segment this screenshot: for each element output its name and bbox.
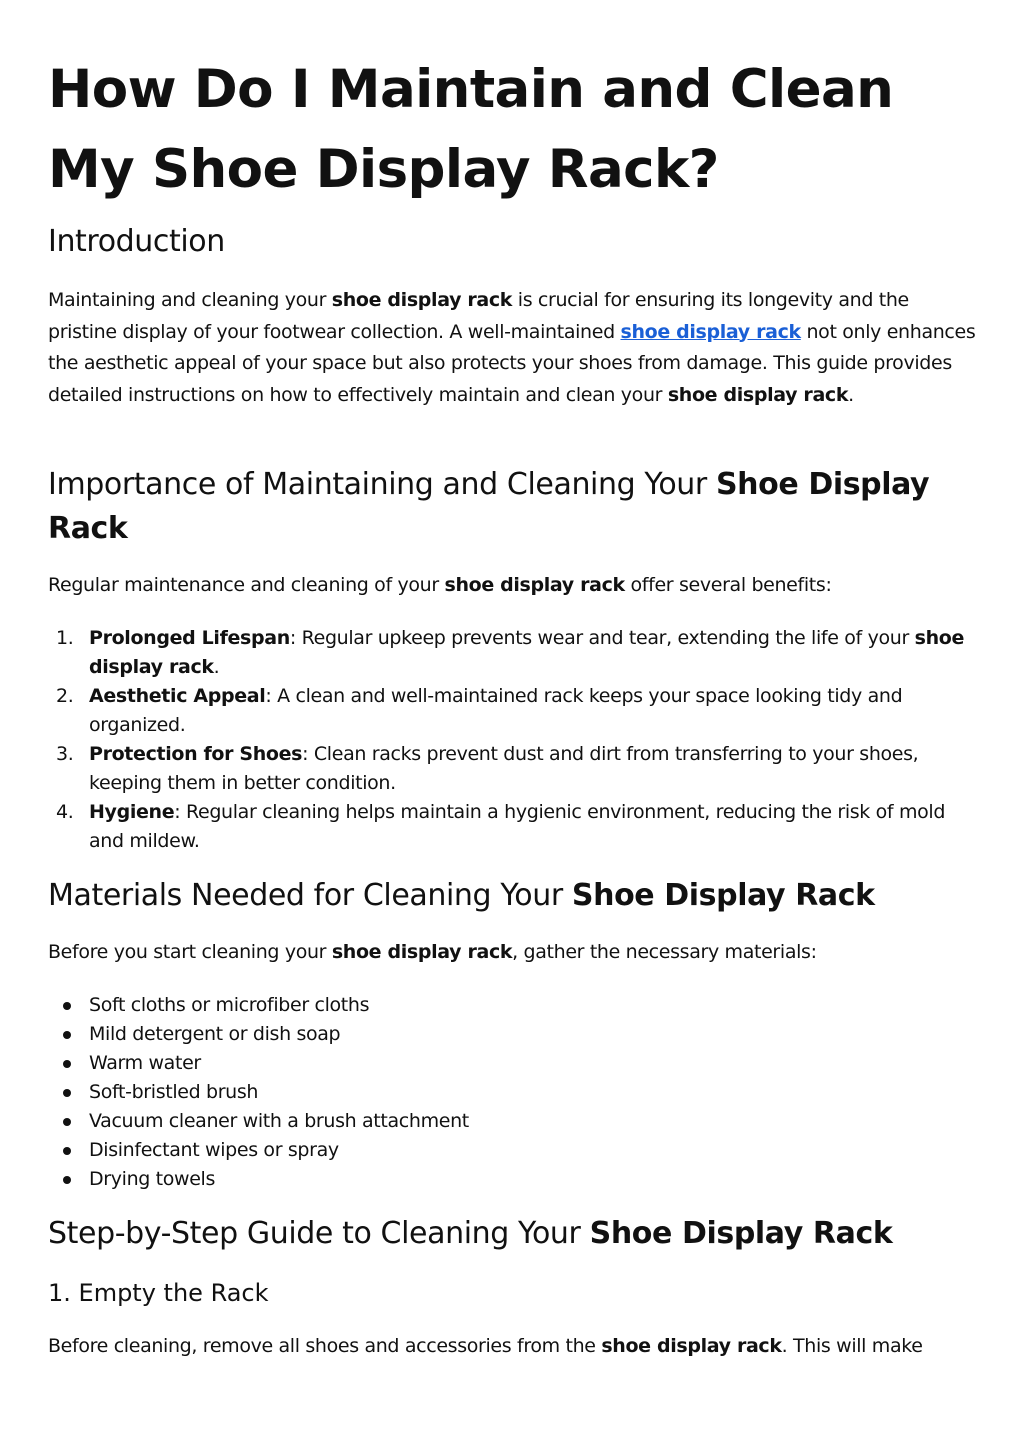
- importance-lead: [48, 570, 976, 602]
- intro-bold-2: shoe display rack: [667, 383, 849, 406]
- intro-text-1: Maintaining and cleaning your: [48, 289, 332, 311]
- bullet-icon: [63, 1002, 71, 1010]
- benefit-bold-end: shoe display rack: [89, 627, 964, 678]
- benefit-text: : Regular cleaning helps maintain a hygienic environment, reducing the risk of mold and mildew.: [89, 801, 946, 852]
- intro-paragraph: [48, 285, 976, 411]
- importance-lead-text-1: Regular maintenance and cleaning of your: [48, 574, 445, 596]
- list-item: [48, 798, 976, 856]
- steps-heading-text: Step-by-Step Guide to Cleaning Your: [48, 1216, 590, 1251]
- benefit-end: .: [213, 656, 220, 678]
- steps-heading-bold: Shoe Display Rack: [589, 1216, 893, 1251]
- list-number: 3.: [56, 743, 74, 765]
- intro-text-4: .: [848, 383, 854, 406]
- benefit-text: : Clean racks prevent dust and dirt from transferring to your shoes, keeping them in better condition.: [89, 743, 919, 794]
- material-text: Soft cloths or microfiber cloths: [89, 994, 370, 1016]
- step-1-text-2: . This will make: [781, 1335, 923, 1357]
- materials-lead-text-2: , gather the necessary materials:: [512, 941, 817, 963]
- benefit-term: Aesthetic Appeal: [89, 685, 266, 707]
- bullet-icon: [63, 1118, 71, 1126]
- bullet-icon: [63, 1089, 71, 1097]
- list-item: [48, 740, 976, 798]
- bullet-icon: [63, 1031, 71, 1039]
- step-1-bold: shoe display rack: [601, 1335, 782, 1357]
- material-text: Drying towels: [89, 1168, 216, 1190]
- benefits-list: [48, 624, 976, 856]
- list-item: [48, 1078, 976, 1107]
- list-item: [48, 1020, 976, 1049]
- list-item: [48, 1107, 976, 1136]
- material-text: Warm water: [89, 1052, 201, 1074]
- materials-heading-text: Materials Needed for Cleaning Your: [48, 878, 572, 913]
- materials-lead: [48, 937, 976, 969]
- list-item: [48, 1165, 976, 1194]
- material-text: Disinfectant wipes or spray: [89, 1139, 339, 1161]
- list-item: [48, 991, 976, 1020]
- steps-heading: [48, 1212, 892, 1256]
- benefit-term: Hygiene: [89, 801, 175, 823]
- step-1-paragraph: [48, 1331, 976, 1363]
- benefit-term: Prolonged Lifespan: [89, 627, 290, 649]
- intro-heading: Introduction: [48, 224, 225, 259]
- material-text: Vacuum cleaner with a brush attachment: [89, 1110, 469, 1132]
- list-item: [48, 682, 976, 740]
- list-number: 4.: [56, 801, 74, 823]
- importance-heading-text: Importance of Maintaining and Cleaning Your: [48, 467, 716, 502]
- importance-lead-text-2: offer several benefits:: [624, 574, 832, 596]
- importance-heading-bold: Shoe Display Rack: [48, 467, 930, 546]
- material-text: Soft-bristled brush: [89, 1081, 259, 1103]
- intro-bold-1: shoe display rack: [331, 289, 513, 311]
- bullet-icon: [63, 1176, 71, 1184]
- benefit-term: Protection for Shoes: [89, 743, 303, 765]
- materials-list: [48, 991, 976, 1194]
- benefit-text: : A clean and well-maintained rack keeps your space looking tidy and organized.: [89, 685, 903, 736]
- materials-lead-bold: shoe display rack: [331, 941, 513, 963]
- materials-heading-bold: Shoe Display Rack: [571, 878, 875, 913]
- material-text: Mild detergent or dish soap: [89, 1023, 341, 1045]
- benefit-text: : Regular upkeep prevents wear and tear, extending the life of your: [289, 627, 915, 649]
- importance-heading: [48, 463, 976, 551]
- list-item: [48, 1136, 976, 1165]
- materials-heading: [48, 874, 875, 918]
- intro-text-2: is crucial for ensuring its longevity and the pristine display of your footwear collection. A well-maintained: [48, 289, 909, 343]
- step-1-heading: 1. Empty the Rack: [48, 1279, 269, 1307]
- page-title: How Do I Maintain and Clean My Shoe Display Rack?: [48, 59, 894, 200]
- step-1-text-1: Before cleaning, remove all shoes and accessories from the: [48, 1335, 602, 1357]
- bullet-icon: [63, 1060, 71, 1068]
- list-number: 2.: [56, 685, 74, 707]
- list-item: [48, 624, 976, 682]
- intro-text-3: not only enhances the aesthetic appeal of your space but also protects your shoes from damage. This guide provides detailed instructions on how to effectively maintain and clean your: [48, 320, 976, 406]
- shoe-display-rack-link[interactable]: shoe display rack: [620, 320, 801, 343]
- materials-lead-text-1: Before you start cleaning your: [48, 941, 332, 963]
- list-number: 1.: [56, 627, 74, 649]
- bullet-icon: [63, 1147, 71, 1155]
- list-item: [48, 1049, 976, 1078]
- importance-lead-bold: shoe display rack: [444, 574, 625, 596]
